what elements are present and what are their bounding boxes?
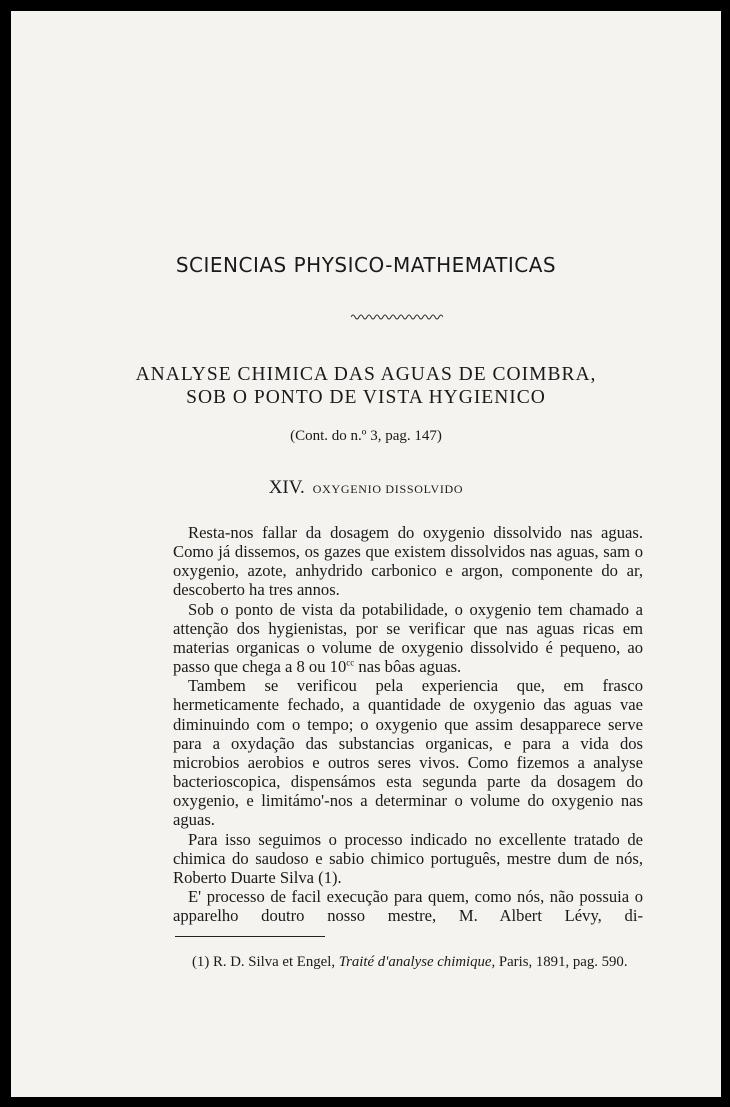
- paragraph: Para isso seguimos o processo indicado no excellente tratado de chimica do saudoso e sabio chimico português, mestre dum de nós, Roberto Duarte Silva (1).: [173, 829, 643, 887]
- subheading-number: XIV.: [268, 477, 305, 498]
- paragraph: E' processo de facil execução para quem, como nós, não possuia o apparelho doutro nosso mestre, M. Albert Lévy, di-: [173, 886, 643, 926]
- footnote: [192, 954, 628, 971]
- footnote-text: (1) R. D. Silva et Engel,: [192, 954, 339, 970]
- wavy-ornament: [351, 312, 443, 320]
- paragraph: Tambem se verificou pela experiencia que, em frasco hermeticamente fechado, a quantidade de oxygenio das aguas vae diminuindo com o tempo; o oxygenio que assim desapparece serve para a oxydação das substancias organicas, e para a vida dos microbios aerobios e outros seres vivos. Como fizemos a analyse bacterioscopica, dispensámos esta segunda parte da dosagem do oxygenio, e limitámo'-nos a determinar o volume do oxygenio nas aguas.: [173, 676, 643, 830]
- subheading-text: OXYGENIO DISSOLVIDO: [312, 482, 464, 496]
- paragraph: [173, 600, 643, 677]
- continuation-note: (Cont. do n.º 3, pag. 147): [290, 428, 442, 444]
- paragraph: Resta-nos fallar da dosagem do oxygenio dissolvido nas aguas. Como já dissemos, os gazes que existem dissolvidos nas aguas, sam o oxygenio, azote, anhydrido carbonico e argon, componente do ar, descoberto ha tres annos.: [173, 523, 643, 600]
- body-text: [173, 523, 643, 925]
- footnote-book-title: Traité d'analyse chimique,: [338, 954, 496, 970]
- article-title-line-1: ANALYSE CHIMICA DAS AGUAS DE COIMBRA,: [135, 364, 597, 385]
- document-page: [11, 11, 721, 1097]
- article-title-line-2: SOB O PONTO DE VISTA HYGIENICO: [186, 387, 546, 408]
- footnote-divider: [175, 936, 325, 937]
- unit-superscript: cc: [346, 657, 355, 668]
- section-title: SCIENCIAS PHYSICO-MATHEMATICAS: [175, 253, 557, 277]
- article-title: [11, 363, 721, 409]
- paragraph-text: Sob o ponto de vista da potabilidade, o oxygenio tem chamado a attenção dos hygienistas, por se verificar que nas aguas ricas em materias organicas o volume de oxygenio dissolvido é pequeno, ao passo que chega a 8 ou 10: [173, 599, 643, 677]
- footnote-text: Paris, 1891, pag. 590.: [495, 954, 628, 970]
- paragraph-text: nas bôas aguas.: [354, 657, 462, 677]
- subheading: [11, 477, 721, 499]
